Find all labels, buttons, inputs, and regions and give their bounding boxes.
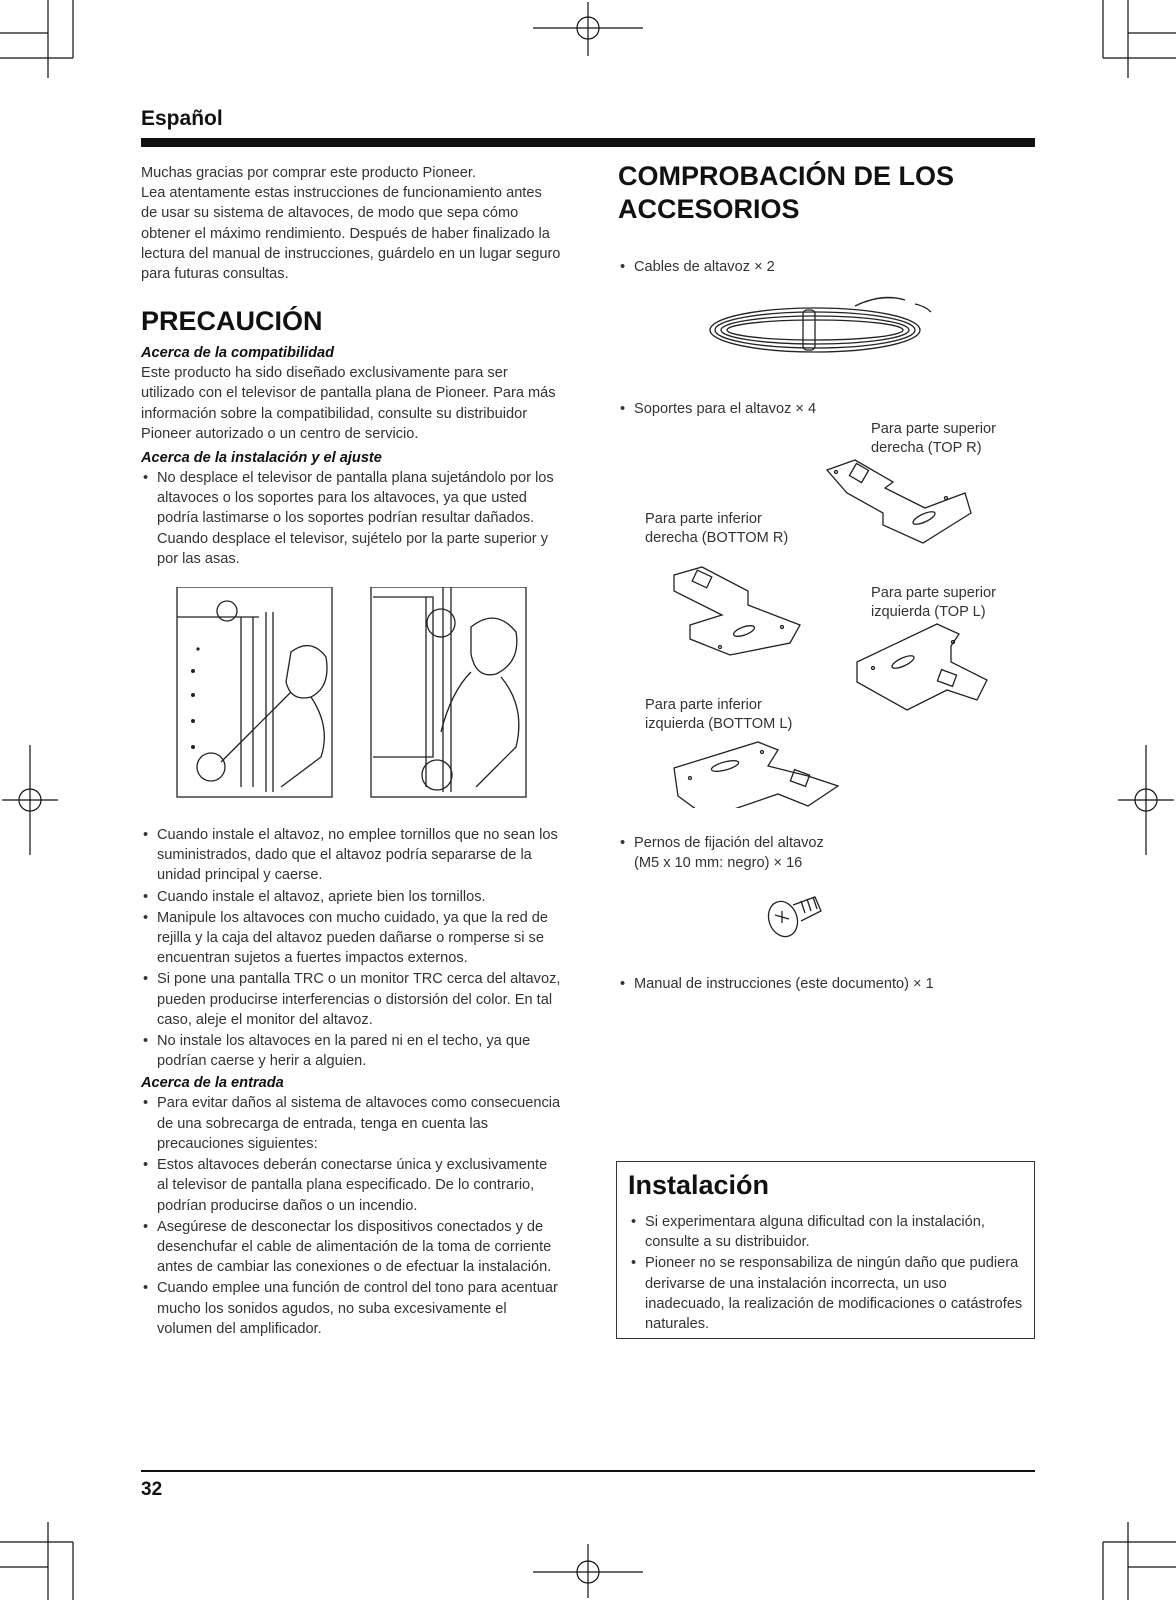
bracket-bottom-l-drawing	[670, 738, 845, 808]
list-item: • Si pone una pantalla TRC o un monitor TRC cerca del altavoz, pueden producirse interferencias o distorsión del color. En tal caso, aleje el monitor del altavoz.	[141, 969, 561, 1030]
page-number: 32	[141, 1479, 163, 1500]
list-item: • Cuando instale el altavoz, no emplee tornillos que no sean los suministrados, dado que el altavoz podría separarse de la unidad principal y caerse.	[141, 825, 561, 886]
intro-text: Lea atentamente estas instrucciones de funcionamiento antes de usar su sistema de altavoces, de modo que sepa cómo obtener el máximo rendimiento. Después de haber finalizado la lectura del manual de instrucciones, guárdelo en un lugar seguro para futuras consultas.	[141, 185, 561, 283]
list-item: • Si experimentara alguna dificultad con la instalación, consulte a su distribuidor.	[629, 1212, 1025, 1252]
list-item: • No instale los altavoces en la pared ni en el techo, ya que podrían caerse y herir a alguien.	[141, 1031, 561, 1071]
list-item: • Soportes para el altavoz × 4	[618, 399, 816, 419]
caption-top-r	[871, 420, 996, 458]
accessories-title-line2: ACCESORIOS	[618, 194, 800, 224]
caption-top-l	[871, 584, 996, 622]
intro-thanks: Muchas gracias por comprar este producto Pioneer.	[141, 165, 477, 181]
list-item: • Manual de instrucciones (este documento) × 1	[618, 974, 934, 994]
handling-illustration	[141, 587, 561, 803]
list-item: • Para evitar daños al sistema de altavoces como consecuencia de una sobrecarga de entrada, tenga en cuenta las precauciones siguientes:	[141, 1093, 561, 1154]
left-column	[141, 163, 561, 1340]
install-heading: Acerca de la instalación y el ajuste	[141, 450, 382, 467]
list-item: • Manipule los altavoces con mucho cuidado, ya que la red de rejilla y la caja del altavoz pueden dañarse o romperse si se encuentran sujetos a fuertes impactos externos.	[141, 908, 561, 969]
accessory-brackets	[618, 399, 816, 420]
bolt-drawing	[765, 887, 825, 942]
caption-line: Para parte inferior	[645, 511, 762, 527]
list-item: • No desplace el televisor de pantalla plana sujetándolo por los altavoces o los soportes para los altavoces, ya que usted podría lastimarse o los soportes podrían resultar dañados. Cuando desplace el televisor, sujételo por la parte superior y por las asas.	[141, 468, 561, 569]
input-heading: Acerca de la entrada	[141, 1075, 284, 1092]
accessory-bolts	[618, 833, 824, 874]
installation-box	[616, 1161, 1035, 1339]
bracket-top-l-drawing	[853, 622, 993, 712]
caption-line: derecha (TOP R)	[871, 440, 982, 456]
caption-line: Para parte superior	[871, 421, 996, 437]
caption-line: izquierda (BOTTOM L)	[645, 716, 793, 732]
install-list-a	[141, 468, 561, 569]
bracket-top-r-drawing	[822, 458, 972, 548]
caption-line: Para parte superior	[871, 585, 996, 601]
bolts-line: (M5 x 10 mm: negro) × 16	[634, 855, 803, 872]
compat-text: Este producto ha sido diseñado exclusivamente para ser utilizado con el televisor de pantalla plana de Pioneer. Para más información sobre la compatibilidad, consulte su distribuidor Pioneer autorizado o un centro de servicio.	[141, 365, 556, 442]
installation-list	[629, 1212, 1025, 1335]
speaker-cable-drawing	[705, 294, 945, 364]
list-item: • Pioneer no se responsabiliza de ningún daño que pudiera derivarse de una instalación incorrecta, un uso inadecuado, la realización de modificaciones o catástrofes naturales.	[629, 1253, 1025, 1334]
footer-rule	[141, 1470, 1035, 1472]
language-label: Español	[141, 107, 223, 130]
installation-title: Instalación	[628, 1170, 770, 1200]
input-list	[141, 1093, 561, 1338]
list-item: • Cuando instale el altavoz, apriete bien los tornillos.	[141, 887, 561, 907]
caption-line: Para parte inferior	[645, 697, 762, 713]
caption-line: izquierda (TOP L)	[871, 604, 986, 620]
accessory-manual	[618, 974, 934, 995]
bracket-bottom-r-drawing	[672, 565, 807, 660]
list-item	[618, 833, 824, 873]
compat-heading: Acerca de la compatibilidad	[141, 345, 335, 362]
intro	[141, 163, 561, 284]
caption-bottom-l	[645, 696, 792, 734]
list-item: • Asegúrese de desconectar los dispositivos conectados y de desenchufar el cable de alimentación de la toma de corriente antes de cambiar las conexiones o de efectuar la instalación.	[141, 1217, 561, 1278]
accessories-title-line1: COMPROBACIÓN DE LOS	[618, 161, 955, 191]
handling-drawing	[141, 587, 561, 803]
list-item: • Cables de altavoz × 2	[618, 257, 775, 277]
caption-bottom-r	[645, 510, 788, 548]
caution-title: PRECAUCIÓN	[141, 306, 323, 337]
list-item: • Estos altavoces deberán conectarse única y exclusivamente al televisor de pantalla plana especificado. De lo contrario, podrían producirse daños o un incendio.	[141, 1155, 561, 1216]
header-rule	[141, 138, 1035, 147]
caption-line: derecha (BOTTOM R)	[645, 530, 789, 546]
right-column	[618, 160, 1038, 226]
accessory-cables	[618, 257, 775, 278]
install-list-b	[141, 825, 561, 1071]
accessories-title	[618, 160, 1038, 226]
list-item: • Cuando emplee una función de control del tono para acentuar mucho los sonidos agudos, no suba excesivamente el volumen del amplificador.	[141, 1278, 561, 1339]
bolts-line: Pernos de fijación del altavoz	[634, 835, 824, 851]
